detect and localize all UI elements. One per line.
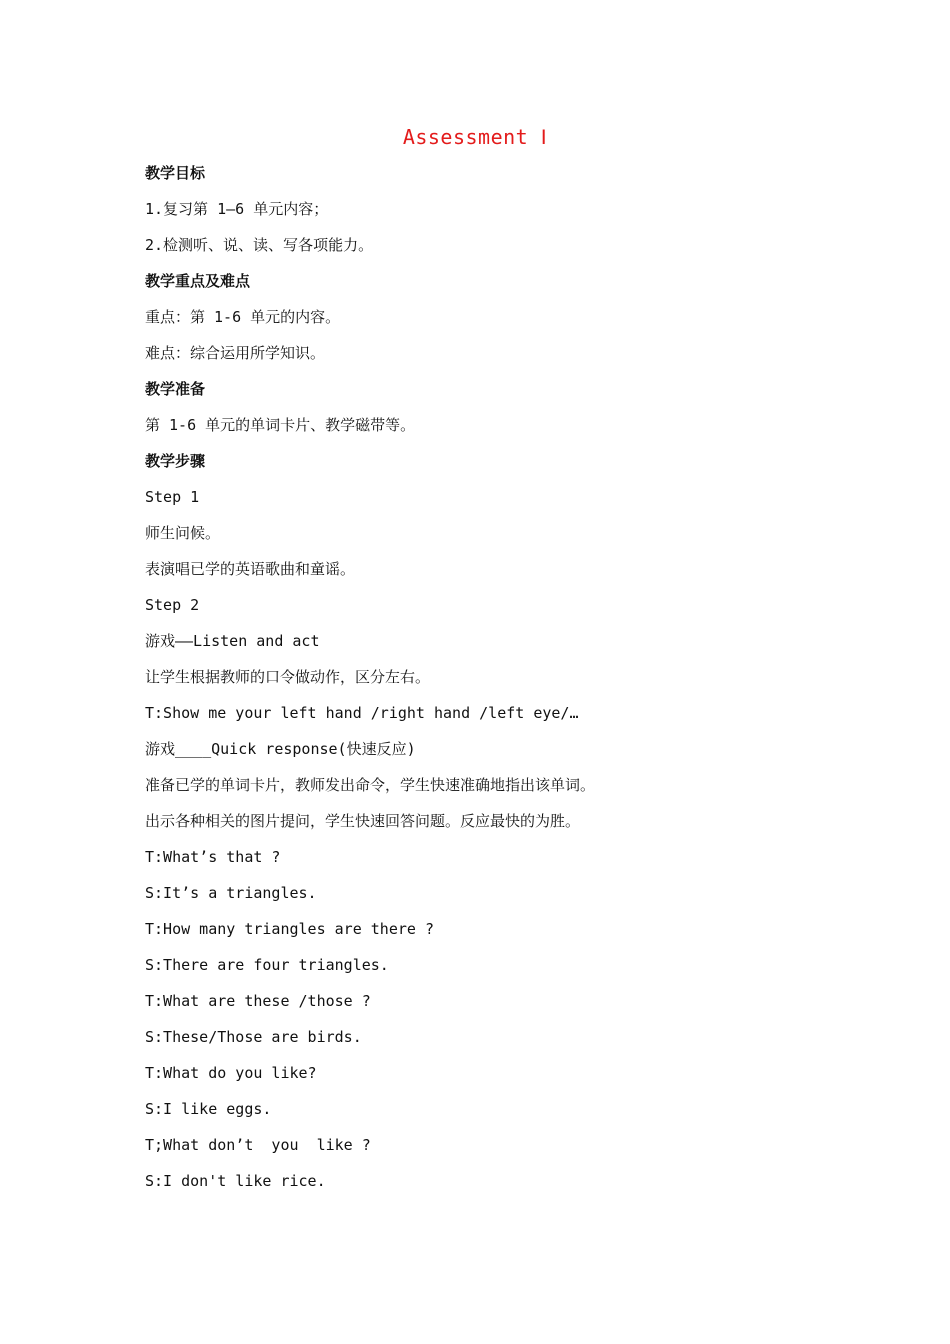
body-line: 重点：第 1-6 单元的内容。: [145, 308, 341, 326]
body-line: Step 1: [145, 488, 200, 506]
body-line: S:These/Those are birds.: [145, 1028, 362, 1046]
body-line: 准备已学的单词卡片，教师发出命令，学生快速准确地指出该单词。: [145, 776, 596, 794]
section-heading: 教学准备: [145, 380, 206, 398]
body-line: S:It’s a triangles.: [145, 884, 317, 902]
body-line: 难点：综合运用所学知识。: [145, 344, 326, 362]
body-line: T:Show me your left hand /right hand /left eye/…: [145, 704, 579, 722]
section-heading: 教学重点及难点: [145, 272, 251, 290]
body-line: 师生问候。: [145, 524, 221, 542]
section-heading: 教学目标: [145, 164, 206, 182]
body-line: 游戏——Listen and act: [145, 632, 320, 650]
document-body: [145, 158, 825, 1202]
body-line: S:There are four triangles.: [145, 956, 389, 974]
body-line: T:How many triangles are there ?: [145, 920, 434, 938]
body-line: 出示各种相关的图片提问，学生快速回答问题。反应最快的为胜。: [145, 812, 581, 830]
body-line: T:What do you like?: [145, 1064, 317, 1082]
body-line: 第 1-6 单元的单词卡片、教学磁带等。: [145, 416, 416, 434]
body-line: T;What don’t you like ?: [145, 1136, 371, 1154]
page-title: Assessment Ⅰ: [402, 125, 548, 149]
body-line: T:What’s that ?: [145, 848, 281, 866]
section-heading: 教学步骤: [145, 452, 206, 470]
body-line: 1.复习第 1—6 单元内容；: [145, 200, 329, 218]
body-line: 表演唱已学的英语歌曲和童谣。: [145, 560, 356, 578]
body-line: S:I don't like rice.: [145, 1172, 326, 1190]
body-line: Step 2: [145, 596, 200, 614]
body-line: 游戏____Quick response(快速反应): [145, 740, 416, 758]
body-line: 2.检测听、说、读、写各项能力。: [145, 236, 374, 254]
body-line: 让学生根据教师的口令做动作，区分左右。: [145, 668, 431, 686]
body-line: T:What are these /those ?: [145, 992, 371, 1010]
body-line: S:I like eggs.: [145, 1100, 272, 1118]
